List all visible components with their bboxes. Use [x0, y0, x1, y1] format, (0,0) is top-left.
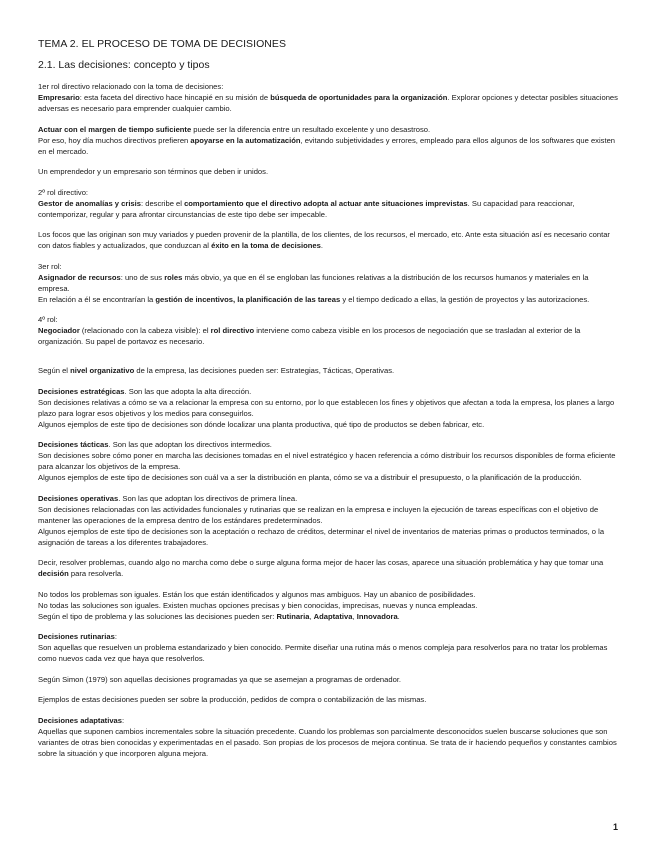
- rol4-block: [38, 314, 620, 347]
- rol1-actuar-block: [38, 124, 620, 157]
- rol3-relacion: En relación a él se encontrarían la gestión de incentivos, la planificación de las tareas y el tiempo dedicado a ellas, la gestión de proyectos y las autorizaciones.: [38, 294, 590, 304]
- estrategicas-ejemplos: Algunos ejemplos de este tipo de decisiones son dónde localizar una planta productiva, qué tipo de productos se deben fabricar, etc.: [38, 419, 485, 429]
- estrategicas-block: [38, 386, 620, 430]
- tacticas-desc: Son decisiones sobre cómo poner en marcha las decisiones tomadas en el nivel estratégico y hacen referencia a cómo distribuir los recursos disponibles de forma eficiente para alcanzar los objetivos de la empresa.: [38, 451, 616, 471]
- operativas-intro: Decisiones operativas. Son las que adoptan los directivos de primera línea.: [38, 493, 298, 503]
- operativas-ejemplos: Algunos ejemplos de este tipo de decisiones son la aceptación o rechazo de créditos, determinar el nivel de inventarios de materias primas o productos terminados, o la asignación de tareas a los diferentes trabajadores.: [38, 526, 605, 547]
- decidir-block: [38, 557, 620, 579]
- rol3-block: [38, 261, 620, 305]
- tacticas-intro: Decisiones tácticas. Son las que adoptan los directivos intermedios.: [38, 440, 272, 449]
- rol4-negociador: Negociador (relacionado con la cabeza visible): el rol directivo interviene como cabeza visible en los procesos de negociación que se trasladan al exterior de la organización. Su papel de portavoz es necesario.: [38, 326, 581, 346]
- problemas-block: [38, 589, 620, 622]
- rol1-union: Un emprendedor y un empresario son términos que deben ir unidos.: [38, 167, 269, 176]
- rol1-union-block: [38, 166, 620, 177]
- rol2-block: [38, 187, 620, 220]
- rol1-empresario: Empresario: esta faceta del directivo hace hincapié en su misión de búsqueda de oportunidades para la organización. Explorar opciones y detectar posibles situaciones adversas es necesario para emprender cualquier cambio.: [38, 93, 618, 113]
- simon-block: [38, 674, 620, 685]
- estrategicas-desc: Son decisiones relativas a cómo se va a relacionar la empresa con su entorno, por lo que establecen los fines y objetivos que afectan a toda la empresa, los planes a largo plazo para lograr esos objetivos y los medios para conseguirlos.: [38, 397, 615, 418]
- rol4-heading: 4º rol:: [38, 315, 58, 324]
- section-heading: 2.1. Las decisiones: concepto y tipos: [38, 59, 210, 71]
- niveles-block: [38, 365, 620, 376]
- rutinarias-block: [38, 631, 620, 664]
- rutinarias-simon: Según Simon (1979) son aquellas decisiones programadas ya que se asemejan a programas de ordenador.: [38, 674, 402, 684]
- rol1-block: [38, 81, 620, 114]
- adaptativas-block: [38, 715, 620, 759]
- page-number: 1: [612, 822, 618, 832]
- rutinarias-ejemplos: Ejemplos de estas decisiones pueden ser sobre la producción, pedidos de compra o contabilización de las mismas.: [38, 695, 427, 704]
- rol2-heading: 2º rol directivo:: [38, 187, 89, 197]
- tacticas-ejemplos: Algunos ejemplos de este tipo de decisiones son cuál va a ser la distribución en planta, cómo se va a distribuir el presupuesto, o la planificación de la producción.: [38, 473, 582, 482]
- operativas-block: [38, 493, 620, 548]
- problemas-line-2: No todas las soluciones son iguales. Existen muchas opciones precisas y bien conocidas, imprecisas, nuevas y nunca empleadas.: [38, 600, 478, 610]
- adaptativas-desc: Aquellas que suponen cambios incrementales sobre la situación precedente. Cuando los problemas son parcialmente desconocidos suelen buscarse soluciones que son variantes de otras bien conocidas y experimentadas en el pasado. Son propias de los procesos de mejora continua. Se trata de ir haciendo pequeños y constantes cambios sobre la situación y que incorporen alguna mejora.: [38, 726, 617, 758]
- decidir-text: Decir, resolver problemas, cuando algo no marcha como debe o surge alguna forma mejor de hacer las cosas, aparece una situación problemática y hay que tomar una decisión para resolverla.: [38, 558, 604, 578]
- problemas-line-1: No todos los problemas son iguales. Están los que están identificados y algunos mas ambiguos. Hay un abanico de posibilidades.: [38, 589, 476, 599]
- document-title: TEMA 2. EL PROCESO DE TOMA DE DECISIONES: [38, 38, 287, 50]
- rutinarias-ejemplos-block: [38, 694, 620, 705]
- estrategicas-intro: Decisiones estratégicas. Son las que adopta la alta dirección.: [38, 386, 252, 396]
- rol3-asignador: Asignador de recursos: uno de sus roles más obvio, ya que en él se engloban las funciones relativas a la distribución de los recursos humanos y materiales en la empresa.: [38, 272, 589, 293]
- rol2-focos-block: [38, 229, 620, 251]
- operativas-desc: Son decisiones relacionadas con las actividades funcionales y rutinarias que se realizan en la empresa e incluyen la ejecución de tareas específicas con el objetivo de mantener las operaciones de la empresa dentro de los estándares predeterminados.: [38, 504, 599, 525]
- adaptativas-heading: Decisiones adaptativas:: [38, 715, 125, 725]
- problemas-line-3: Según el tipo de problema y las soluciones las decisiones pueden ser: Rutinaria, Adaptativa, Innovadora.: [38, 611, 400, 621]
- rol1-actuar: Actuar con el margen de tiempo suficiente puede ser la diferencia entre un resultado excelente y uno desastroso.: [38, 124, 431, 134]
- niveles-text: Según el nivel organizativo de la empresa, las decisiones pueden ser: Estrategias, Tácticas, Operativas.: [38, 366, 395, 375]
- rutinarias-heading: Decisiones rutinarias:: [38, 632, 117, 641]
- rol3-heading: 3er rol:: [38, 261, 62, 271]
- rol2-gestor: Gestor de anomalías y crisis: describe el comportamiento que el directivo adopta al actuar ante situaciones imprevistas. Su capacidad para reaccionar, contemporizar, regular y para afrontar circunstancias de este tipo debe ser impecable.: [38, 198, 575, 219]
- rol2-focos: Los focos que las originan son muy variados y pueden provenir de la plantilla, de los clientes, de los recursos, el mercado, etc. Ante esta situación así es necesario contar con datos fiables y actualizados, que conduzcan al éxito en la toma de decisiones.: [38, 230, 610, 250]
- tacticas-block: [38, 439, 620, 483]
- rol1-automatizacion: Por eso, hoy día muchos directivos prefieren apoyarse en la automatización, evitando subjetividades y errores, empleado para ellos algunos de los softwares que existen en el mercado.: [38, 135, 616, 156]
- rol1-heading: 1er rol directivo relacionado con la toma de decisiones:: [38, 82, 224, 91]
- rutinarias-desc: Son aquellas que resuelven un problema estandarizado y bien conocido. Permite diseñar una rutina más o menos compleja para resolverlos para no tratar los problemas como nuevos cada vez que haya que resolverlos.: [38, 643, 608, 663]
